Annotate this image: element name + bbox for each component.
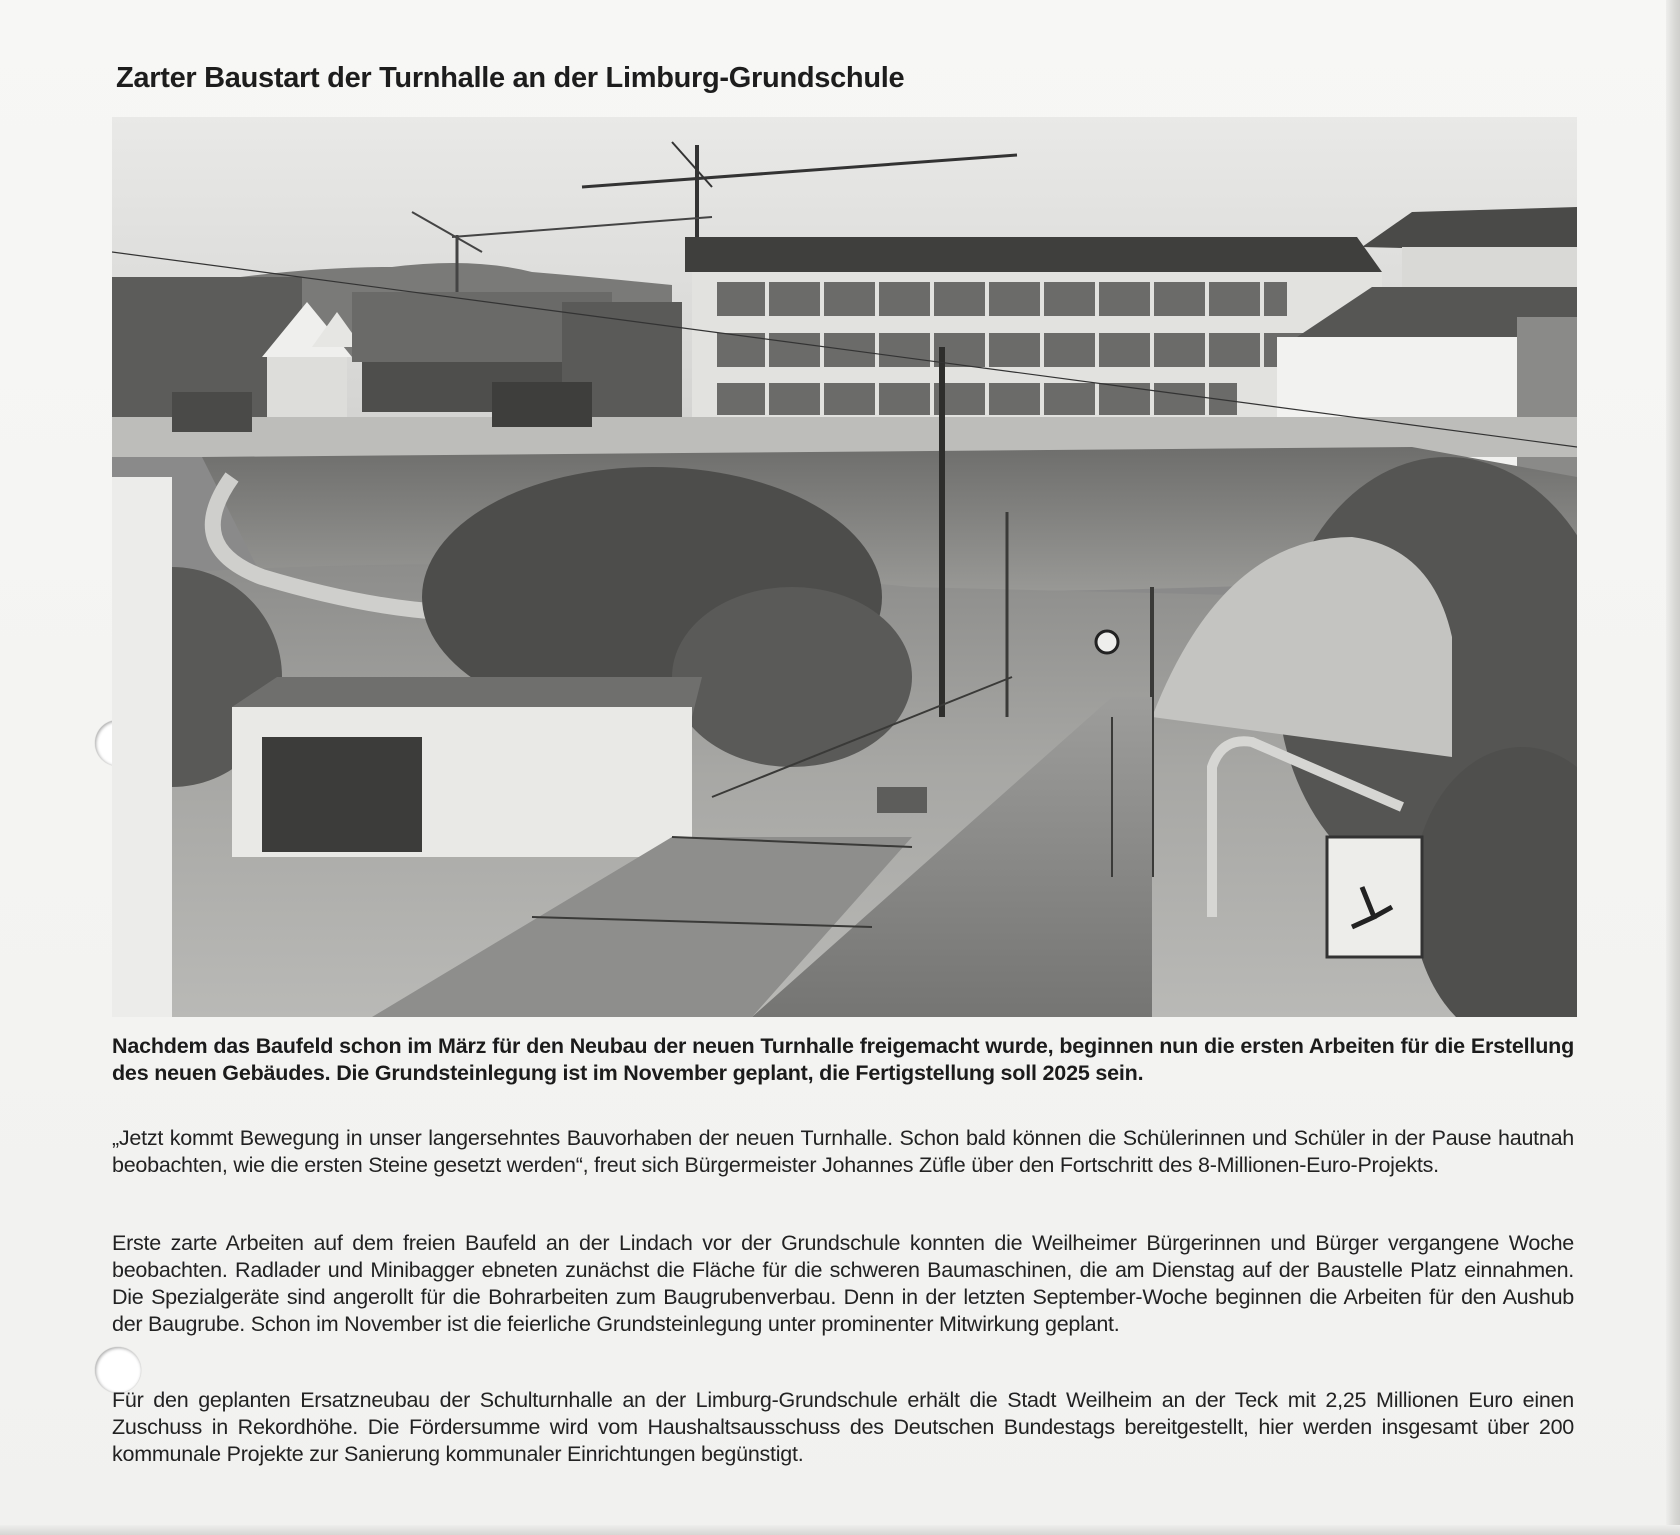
- photo-illustration: [112, 117, 1577, 1017]
- construction-site-photo: [112, 117, 1577, 1017]
- article-headline: Zarter Baustart der Turnhalle an der Limburg-Grundschule: [116, 62, 905, 94]
- page-edge-right: [1666, 0, 1680, 1535]
- article-paragraph: Erste zarte Arbeiten auf dem freien Baufeld an der Lindach vor der Grundschule konnten die Weilheimer Bürgerinnen und Bürger vergangene Woche beobachten. Radlader und Minibagger ebneten zunächst die Fläche für die schweren Baumaschinen, die am Dienstag auf der Baustelle Platz einnahmen. Die Spezialgeräte sind angerollt für die Bohrarbeiten zum Baugrubenverbau. Denn in der letzten September-Woche beginnen die Arbeiten für den Aushub der Baugrube. Schon im November ist die feierliche Grundsteinlegung unter prominenter Mitwirkung geplant.: [112, 1231, 1574, 1336]
- article-lead: Nachdem das Baufeld schon im März für den Neubau der neuen Turnhalle freigemacht wurde, beginnen nun die ersten Arbeiten für die Erstellung des neuen Gebäudes. Die Grundsteinlegung ist im November geplant, die Fertigstellung soll 2025 sein.: [112, 1034, 1574, 1085]
- article-paragraph: Für den geplanten Ersatzneubau der Schulturnhalle an der Limburg-Grundschule erhält die Stadt Weilheim an der Teck mit 2,25 Millionen Euro einen Zuschuss in Rekordhöhe. Die Fördersumme wird vom Haushaltsausschuss des Deutschen Bundestags bereitgestellt, hier werden insgesamt über 200 kommunale Projekte zur Sanierung kommunaler Einrichtungen begünstigt.: [112, 1388, 1574, 1466]
- page-edge-bottom: [0, 1525, 1680, 1535]
- article-paragraph: „Jetzt kommt Bewegung in unser langersehntes Bauvorhaben der neuen Turnhalle. Schon bald können die Schülerinnen und Schüler in der Pause hautnah beobachten, wie die ersten Steine gesetzt werden“, freut sich Bürgermeister Johannes Züfle über den Fortschritt des 8-Millionen-Euro-Projekts.: [112, 1126, 1574, 1177]
